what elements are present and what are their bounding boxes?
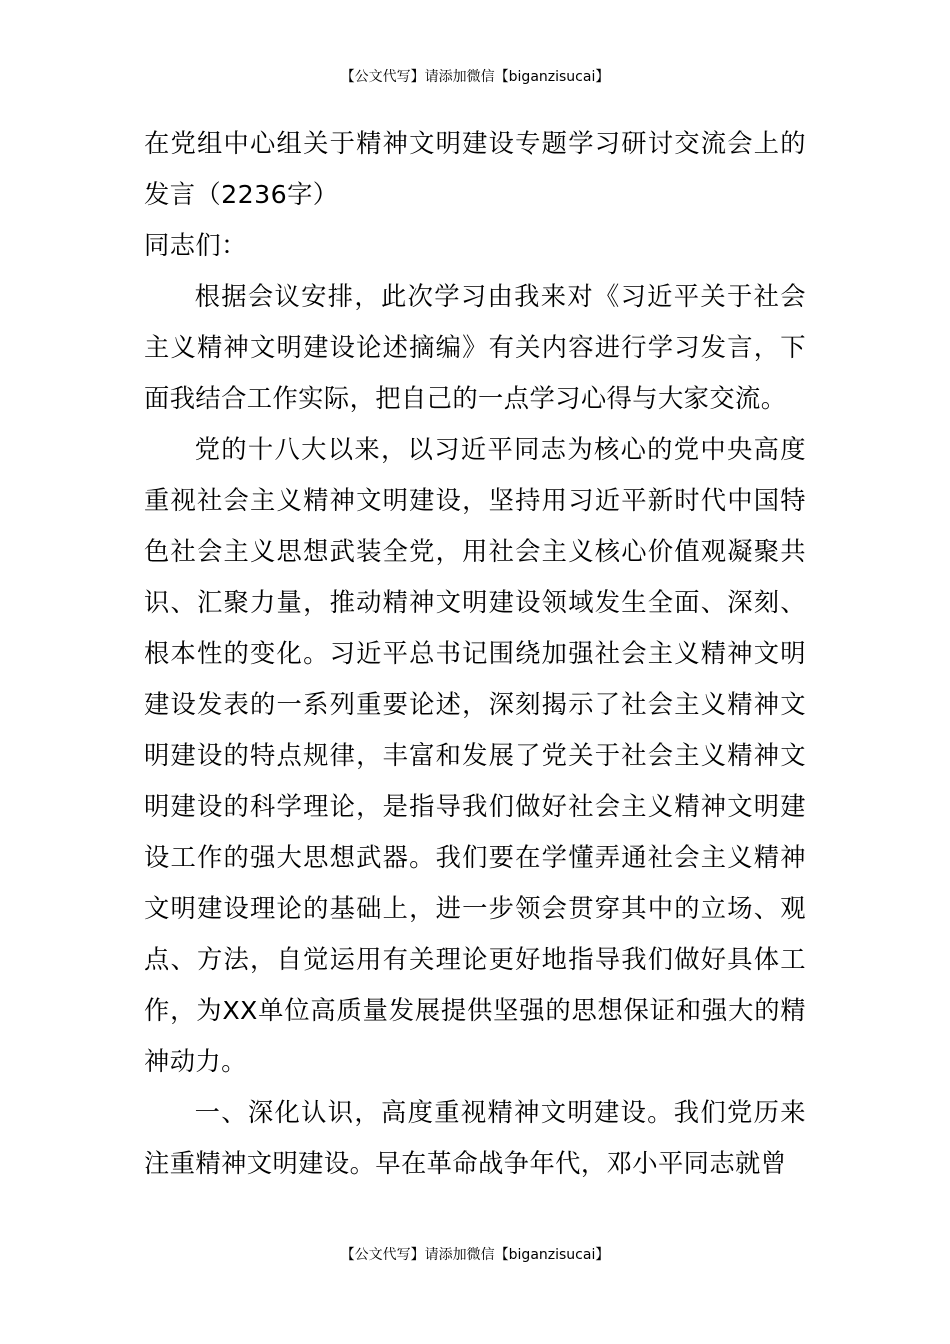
paragraph-background: 党的十八大以来，以习近平同志为核心的党中央高度重视社会主义精神文明建设，坚持用习近平新时代中国特色社会主义思想武装全党，用社会主义核心价值观凝聚共识、汇聚力量，推动精神文明建设领域发生全面、深刻、根本性的变化。习近平总书记围绕加强社会主义精神文明建设发表的一系列重要论述，深刻揭示了社会主义精神文明建设的特点规律，丰富和发展了党关于社会主义精神文明建设的科学理论，是指导我们做好社会主义精神文明建设工作的强大思想武器。我们要在学懂弄通社会主义精神文明建设理论的基础上，进一步领会贯穿其中的立场、观点、方法，自觉运用有关理论更好地指导我们做好具体工作，为XX单位高质量发展提供坚强的思想保证和强大的精神动力。 bbox=[144, 435, 806, 1076]
document-title: 在党组中心组关于精神文明建设专题学习研讨交流会上的发言（2236字） bbox=[144, 129, 806, 209]
page-header: 【公文代写】请添加微信【biganzisucai】 bbox=[340, 69, 610, 85]
page-footer: 【公文代写】请添加微信【biganzisucai】 bbox=[340, 1247, 610, 1263]
paragraph-section-one: 一、深化认识，高度重视精神文明建设。我们党历来注重精神文明建设。早在革命战争年代，邓小平同志就曾 bbox=[144, 1098, 806, 1178]
document-body bbox=[144, 118, 806, 1189]
paragraph-intro: 根据会议安排，此次学习由我来对《习近平关于社会主义精神文明建设论述摘编》有关内容进行学习发言，下面我结合工作实际，把自己的一点学习心得与大家交流。 bbox=[144, 282, 806, 413]
salutation: 同志们： bbox=[144, 231, 247, 260]
